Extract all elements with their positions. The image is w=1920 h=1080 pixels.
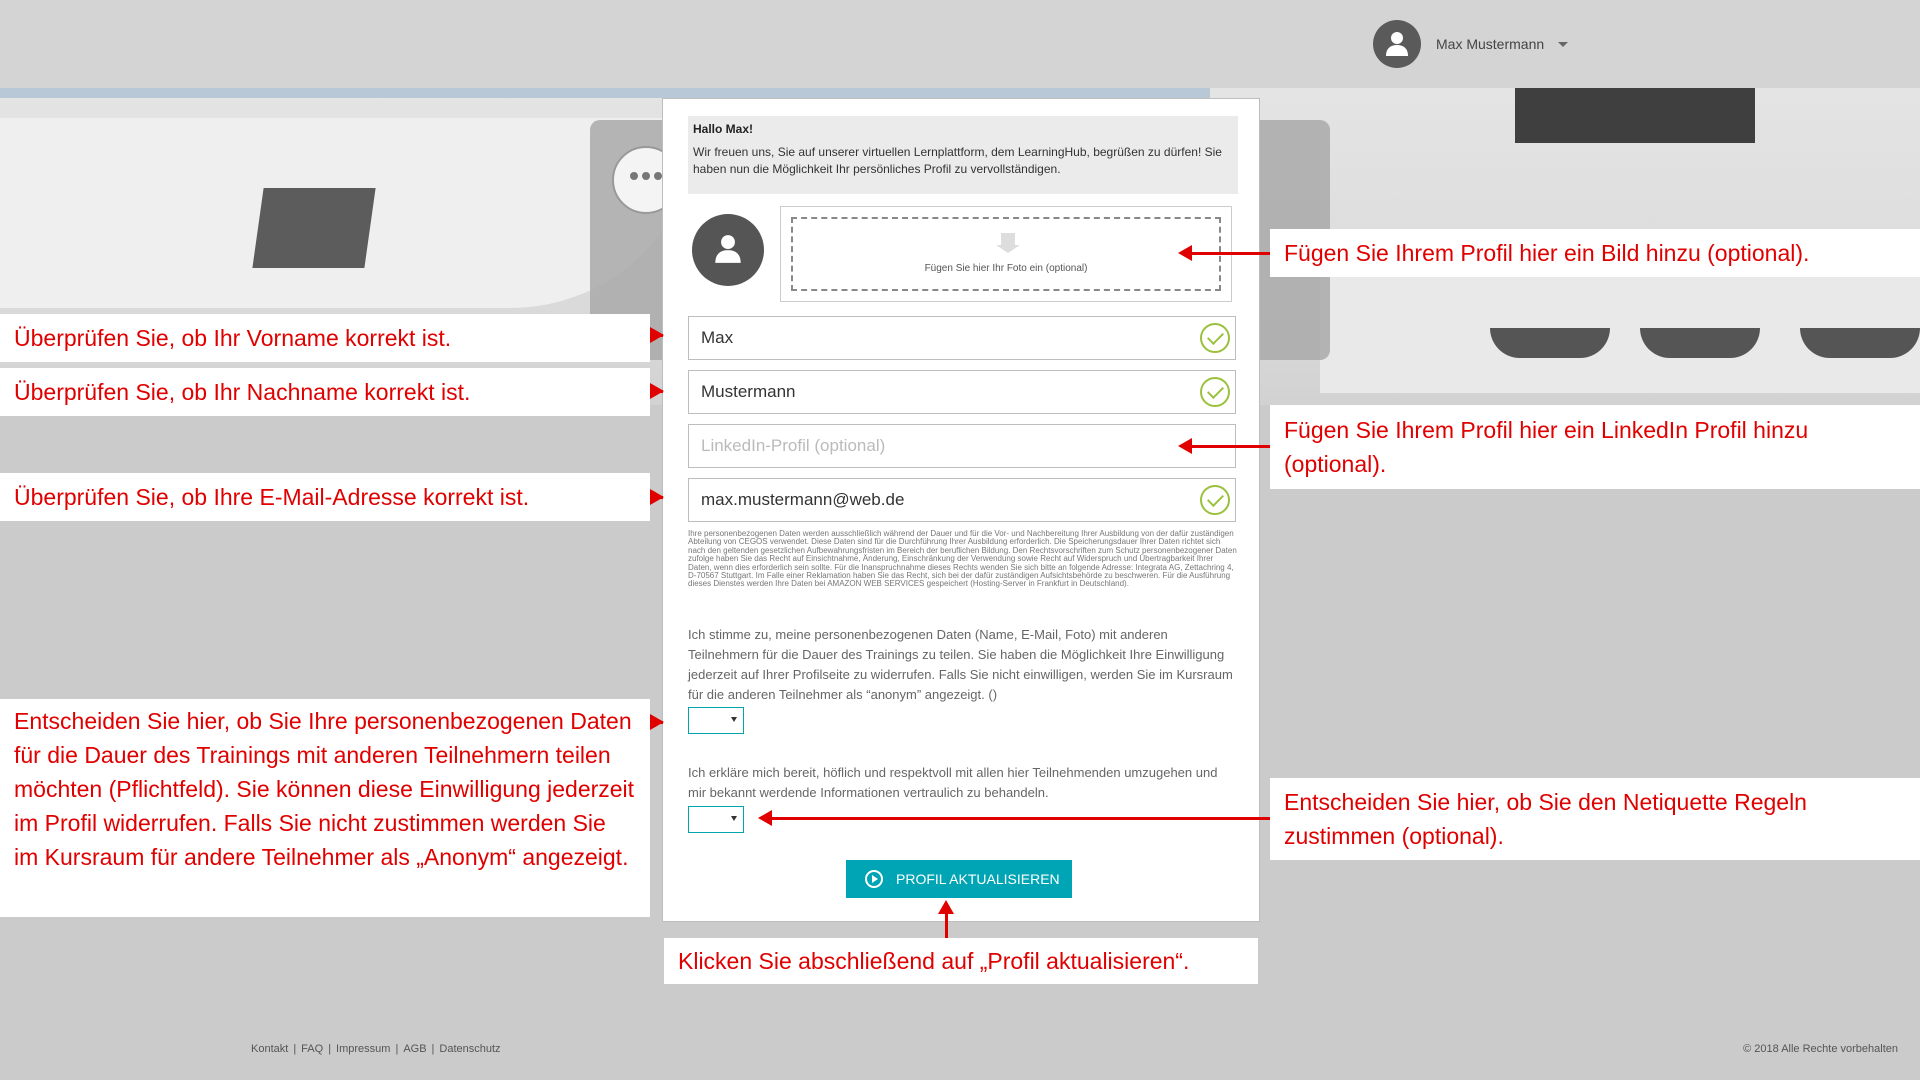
consent-select[interactable] — [688, 707, 744, 734]
user-avatar — [1373, 20, 1421, 68]
user-menu[interactable] — [1373, 20, 1568, 68]
update-profile-label: PROFIL AKTUALISIEREN — [896, 871, 1060, 887]
linkedin-input[interactable] — [689, 425, 1193, 467]
arrow-line — [945, 914, 948, 938]
footer-link-datenschutz[interactable]: Datenschutz — [439, 1043, 501, 1055]
welcome-text: Wir freuen uns, Sie auf unserer virtuellen Lernplattform, dem LearningHub, begrüßen zu dürfen! Sie haben nun die Möglichkeit Ihr persönliches Profil zu vervollständigen. — [693, 145, 1222, 176]
arrow-right-icon — [650, 327, 664, 343]
arrow-line — [772, 817, 1270, 820]
laptop-icon — [252, 188, 375, 268]
footer-link-faq[interactable]: FAQ — [301, 1043, 324, 1055]
chevron-down-icon — [731, 816, 737, 821]
arrow-right-icon — [650, 714, 664, 730]
callout-netiquette: Entscheiden Sie hier, ob Sie den Netiquette Regeln zustimmen (optional). — [1270, 778, 1920, 860]
footer-link-agb[interactable]: AGB — [403, 1043, 427, 1055]
welcome-greeting: Hallo Max! — [693, 122, 754, 136]
callout-update: Klicken Sie abschließend auf „Profil aktualisieren“. — [664, 938, 1258, 984]
email-field[interactable] — [688, 478, 1236, 522]
privacy-notice: Ihre personenbezogenen Daten werden ausschließlich während der Dauer und für die Vor- und Nachbereitung Ihrer Ausbildung von der dafür zuständigen Abteilung von CEGOS verwendet. Diese Daten sind für die Durchführung Ihrer Ausbildung erforderlich. Die Speicherungsdauer Ihrer Daten richtet sich nach den geltenden gesetzlichen Aufbewahrungsfristen im Bereich der beruflichen Bildung. Den Rechtsvorschriften zum Schutz personenbezogener Daten zufolge haben Sie das Recht auf Einsichtnahme, Änderung, Einschränkung der Verwendung sowie Recht auf Widerspruch und Übertragbarkeit Ihrer Daten, wenn dies erforderlich sein sollte. Für die Inanspruchnahme dieses Rechts wenden Sie sich bitte an folgende Adresse: Integrata AG, Zettachring 4, D-70567 Stuttgart. Im Falle einer Reklamation haben Sie das Recht, sich bei der dafür zuständigen Aufsichtsbehörde zu beschweren. Für die Ausführung dieses Dienstes werden Ihre Daten bei AMAZON WEB SERVICES gespeichert (Hosting-Server in Frankfurt in Deutschland). — [688, 529, 1237, 589]
callout-first-name: Überprüfen Sie, ob Ihr Vorname korrekt ist. — [0, 314, 650, 362]
chevron-down-icon — [731, 717, 737, 722]
profile-avatar — [692, 214, 764, 286]
netiquette-text: Ich erkläre mich bereit, höflich und respektvoll mit allen hier Teilnehmenden umzugehen und mir bekannt werdende Informationen vertraulich zu behandeln. — [688, 765, 1218, 800]
linkedin-field[interactable] — [688, 424, 1236, 468]
check-icon — [1200, 485, 1230, 515]
callout-last-name: Überprüfen Sie, ob Ihr Nachname korrekt ist. — [0, 368, 650, 416]
stool-icon — [1490, 328, 1610, 358]
arrow-line — [1192, 445, 1270, 448]
welcome-box — [688, 116, 1238, 194]
arrow-right-icon — [650, 383, 664, 399]
tv-screen — [1515, 88, 1755, 143]
footer-link-kontakt[interactable]: Kontakt — [251, 1043, 289, 1055]
arrow-up-icon — [938, 900, 954, 914]
arrow-left-icon — [758, 810, 772, 826]
arrow-right-icon — [650, 489, 664, 505]
arrow-line — [1192, 252, 1270, 255]
update-profile-button[interactable] — [846, 860, 1072, 898]
user-name: Max Mustermann — [1436, 36, 1545, 52]
ceiling-light — [0, 88, 1210, 98]
chevron-down-icon[interactable] — [1558, 42, 1568, 47]
user-icon — [1385, 31, 1409, 57]
profile-form — [662, 98, 1260, 922]
arrow-left-icon — [1178, 245, 1192, 261]
copyright: © 2018 Alle Rechte vorbehalten — [1743, 1043, 1898, 1055]
check-icon — [1200, 377, 1230, 407]
photo-upload-label: Fügen Sie hier Ihr Foto ein (optional) — [924, 263, 1088, 274]
callout-photo: Fügen Sie Ihrem Profil hier ein Bild hinzu (optional). — [1270, 229, 1920, 277]
play-icon — [865, 870, 883, 888]
callout-email: Überprüfen Sie, ob Ihre E-Mail-Adresse korrekt ist. — [0, 473, 650, 521]
netiquette-select[interactable] — [688, 806, 744, 833]
top-bar — [0, 0, 1920, 88]
user-icon — [714, 234, 742, 264]
first-name-input[interactable] — [689, 317, 1193, 359]
last-name-field[interactable] — [688, 370, 1236, 414]
last-name-input[interactable] — [689, 371, 1193, 413]
email-input[interactable] — [689, 479, 1193, 521]
first-name-field[interactable] — [688, 316, 1236, 360]
check-icon — [1200, 323, 1230, 353]
footer-link-impressum[interactable]: Impressum — [336, 1043, 391, 1055]
callout-consent: Entscheiden Sie hier, ob Sie Ihre personenbezogenen Daten für die Dauer des Trainings mit anderen Teilnehmern teilen möchten (Pflichtfeld). Sie können diese Einwilligung jederzeit im Profil widerrufen. Falls Sie nicht zustimmen werden Sie im Kursraum für andere Teilnehmer als „Anonym“ angezeigt. — [0, 699, 650, 917]
stool-icon — [1640, 328, 1760, 358]
callout-linkedin: Fügen Sie Ihrem Profil hier ein LinkedIn Profil hinzu (optional). — [1270, 405, 1920, 489]
upload-arrow-icon — [1001, 233, 1015, 245]
consent-text: Ich stimme zu, meine personenbezogenen Daten (Name, E-Mail, Foto) mit anderen Teilnehmern für die Dauer des Trainings zu teilen. Sie haben die Möglichkeit Ihre Einwilligung jederzeit auf Ihrer Profilseite zu widerrufen. Falls Sie nicht einwilligen, werden Sie im Kursraum für die anderen Teilnehmer als “anonym” angezeigt. () — [688, 627, 1233, 702]
footer-links: Kontakt | FAQ | Impressum | AGB | Datenschutz — [251, 1043, 501, 1055]
arrow-left-icon — [1178, 438, 1192, 454]
stool-icon — [1800, 328, 1920, 358]
photo-upload-dropzone[interactable] — [780, 206, 1232, 302]
